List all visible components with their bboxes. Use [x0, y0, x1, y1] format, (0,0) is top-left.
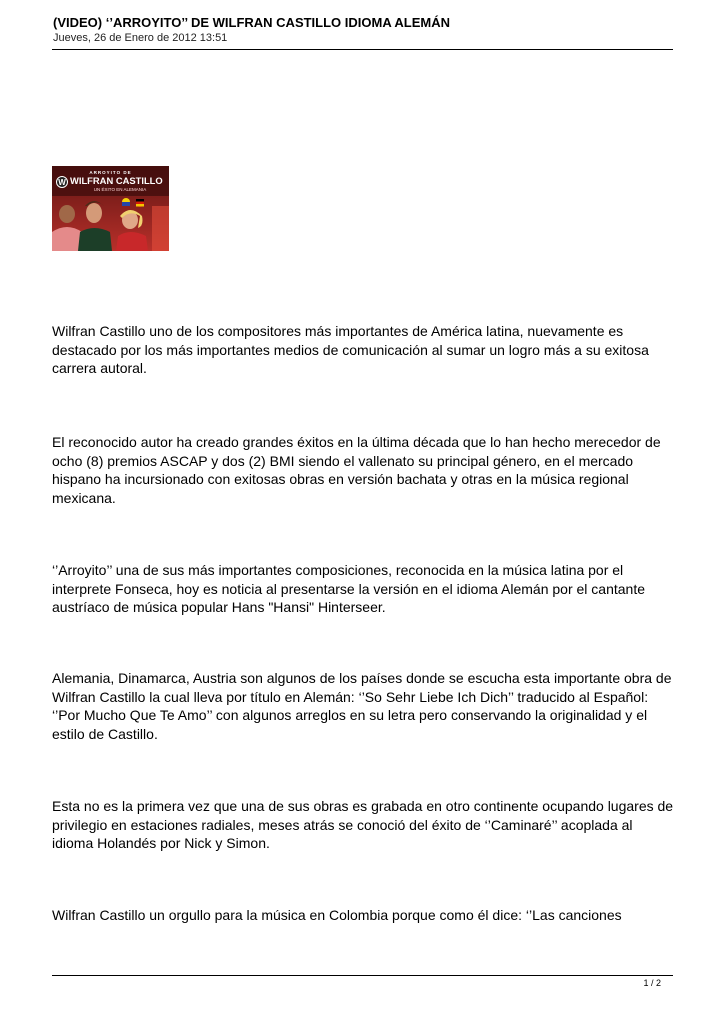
paragraph-6: Wilfran Castillo un orgullo para la música en Colombia porque como él dice: ‘’Las canciones: [52, 907, 622, 923]
paragraph-3: ‘’Arroyito’’ una de sus más importantes composiciones, reconocida en la música latina por el interprete Fonseca, hoy es noticia al presentarse la versión en el idioma Alemán por el cantante austríaco de música popular Hans "Hansi" Hinterseer.: [52, 562, 646, 615]
paragraph-4: Alemania, Dinamarca, Austria son algunos de los países donde se escucha esta importante obra de Wilfran Castillo la cual lleva por título en Alemán: ‘’So Sehr Liebe Ich Dich’’ traducido al Español: ‘’Por Mucho Que Te Amo’’ con algunos arreglos en su letra pero conservando la originalidad y el estilo de Castillo.: [52, 670, 672, 742]
footer-divider: [52, 975, 673, 976]
article-date: Jueves, 26 de Enero de 2012 13:51: [53, 32, 228, 44]
article-image: [52, 166, 169, 251]
image-top-text: ARROYITO DE: [89, 170, 132, 175]
paragraph-1: Wilfran Castillo uno de los compositores más importantes de América latina, nuevamente es destacado por los más importantes medios de comunicación al sumar un logro más a su exitosa carrera autoral.: [52, 323, 649, 376]
page-number: 1 / 2: [643, 978, 661, 988]
paragraph-2: El reconocido autor ha creado grandes éxitos en la última década que lo han hecho merecedor de ocho (8) premios ASCAP y dos (2) BMI siendo el vallenato su principal género, en el mercado hispano ha incursionado con exitosas obras en versión bachata y otras en la música regional mexicana.: [52, 434, 661, 506]
document-header: [53, 14, 673, 45]
article-title: (VIDEO) ‘’ARROYITO’’ DE WILFRAN CASTILLO IDIOMA ALEMÁN: [53, 15, 450, 30]
image-subtitle-text: UN ÉXITO EN ALEMANIA: [93, 187, 147, 192]
image-name-text: WILFRAN CASTILLO: [70, 175, 163, 186]
paragraph-5: Esta no es la primera vez que una de sus obras es grabada en otro continente ocupando lugares de privilegio en estaciones radiales, meses atrás se conoció del éxito de ‘’Caminaré’’ acoplada al idioma Holandés por Nick y Simon.: [52, 798, 674, 851]
w-logo-icon: W: [56, 176, 68, 188]
header-divider: [52, 49, 673, 50]
